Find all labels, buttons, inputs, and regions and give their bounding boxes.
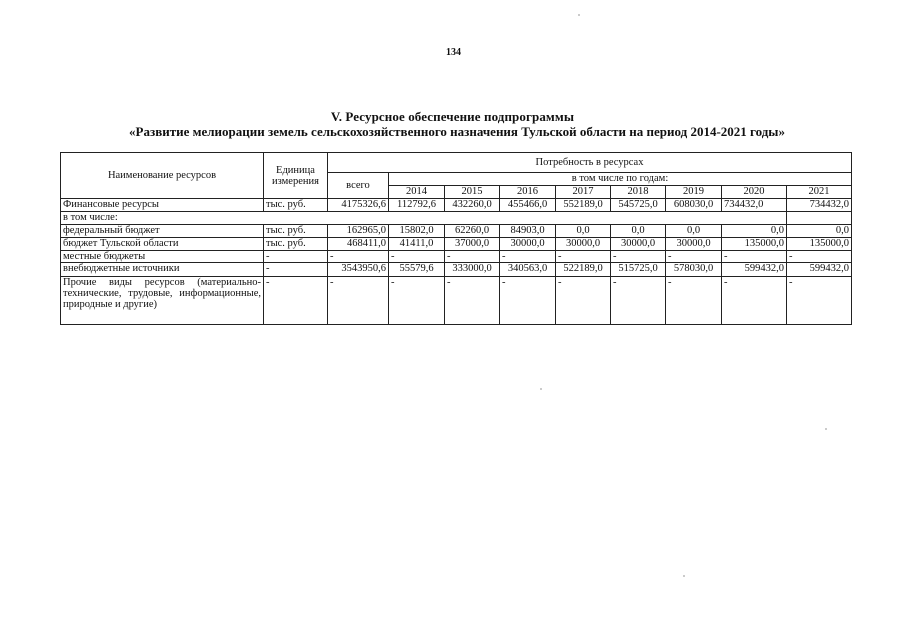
row-value: 522189,0 [556, 263, 611, 277]
year-header: 2018 [611, 186, 666, 199]
table-row [61, 225, 852, 238]
row-value: 41411,0 [389, 238, 445, 251]
row-value: 552189,0 [556, 199, 611, 212]
row-value: - [500, 251, 556, 263]
row-total: 4175326,6 [328, 199, 389, 212]
scan-speck [683, 575, 685, 577]
row-value: 599432,0 [722, 263, 787, 277]
row-value: - [389, 277, 445, 325]
year-header: 2019 [666, 186, 722, 199]
row-value: 37000,0 [445, 238, 500, 251]
row-value: 55579,6 [389, 263, 445, 277]
row-unit: - [264, 263, 328, 277]
row-unit: тыс. руб. [264, 199, 328, 212]
header-total: всего [328, 173, 389, 199]
row-total: 162965,0 [328, 225, 389, 238]
row-value: 0,0 [722, 225, 787, 238]
scan-speck [540, 388, 542, 390]
empty-cell [787, 212, 852, 225]
row-name: местные бюджеты [61, 251, 264, 263]
table-row [61, 199, 852, 212]
row-value: - [445, 277, 500, 325]
row-name: федеральный бюджет [61, 225, 264, 238]
row-unit: тыс. руб. [264, 225, 328, 238]
row-name: внебюджетные источники [61, 263, 264, 277]
row-value: 135000,0 [787, 238, 852, 251]
row-value: 545725,0 [611, 199, 666, 212]
row-value: - [611, 277, 666, 325]
header-name: Наименование ресурсов [61, 153, 264, 199]
row-value: 112792,6 [389, 199, 445, 212]
row-value: 84903,0 [500, 225, 556, 238]
row-unit: - [264, 251, 328, 263]
row-total: - [328, 277, 389, 325]
row-total: 3543950,6 [328, 263, 389, 277]
row-value: 333000,0 [445, 263, 500, 277]
year-header: 2021 [787, 186, 852, 199]
row-value: 135000,0 [722, 238, 787, 251]
resource-table [60, 152, 852, 325]
row-value: 734432,0 [722, 199, 787, 212]
row-value: 734432,0 [787, 199, 852, 212]
row-value: - [611, 251, 666, 263]
row-value: - [722, 277, 787, 325]
year-header: 2014 [389, 186, 445, 199]
table-row [61, 277, 852, 325]
table-row [61, 251, 852, 263]
row-value: 0,0 [611, 225, 666, 238]
row-unit: тыс. руб. [264, 238, 328, 251]
year-header: 2015 [445, 186, 500, 199]
row-value: 0,0 [787, 225, 852, 238]
row-value: 608030,0 [666, 199, 722, 212]
row-total: - [328, 251, 389, 263]
row-value: - [500, 277, 556, 325]
table-row [61, 212, 852, 225]
row-name: бюджет Тульской области [61, 238, 264, 251]
row-value: - [389, 251, 445, 263]
row-value: - [445, 251, 500, 263]
scan-speck [578, 14, 580, 16]
header-unit: Единица измерения [264, 153, 328, 199]
row-value: 340563,0 [500, 263, 556, 277]
header-need: Потребность в ресурсах [328, 153, 852, 173]
row-value: 432260,0 [445, 199, 500, 212]
year-header: 2016 [500, 186, 556, 199]
row-name: Финансовые ресурсы [61, 199, 264, 212]
year-header: 2017 [556, 186, 611, 199]
row-value: - [556, 277, 611, 325]
row-name: в том числе: [61, 212, 787, 225]
row-value: 515725,0 [611, 263, 666, 277]
table-row [61, 238, 852, 251]
row-value: 62260,0 [445, 225, 500, 238]
subprogram-title: «Развитие мелиорации земель сельскохозяйственного назначения Тульской области на период 2014-2021 годы» [129, 124, 785, 139]
row-value: - [556, 251, 611, 263]
row-value: 455466,0 [500, 199, 556, 212]
row-value: 30000,0 [556, 238, 611, 251]
row-value: 599432,0 [787, 263, 852, 277]
row-unit: - [264, 277, 328, 325]
row-value: - [722, 251, 787, 263]
row-value: 15802,0 [389, 225, 445, 238]
row-value: 30000,0 [500, 238, 556, 251]
row-value: - [787, 277, 852, 325]
row-value: - [787, 251, 852, 263]
row-value: 30000,0 [611, 238, 666, 251]
row-value: 30000,0 [666, 238, 722, 251]
row-total: 468411,0 [328, 238, 389, 251]
row-value: - [666, 251, 722, 263]
year-header: 2020 [722, 186, 787, 199]
row-value: 0,0 [666, 225, 722, 238]
section-title: V. Ресурсное обеспечение подпрограммы [330, 109, 575, 124]
scan-speck [825, 428, 827, 430]
header-by-years: в том числе по годам: [389, 173, 852, 186]
table-row [61, 263, 852, 277]
row-value: 0,0 [556, 225, 611, 238]
row-name: Прочие виды ресурсов (материально-технические, трудовые, информационные, природные и другие) [61, 277, 264, 325]
page-number: 134 [446, 47, 461, 58]
row-value: 578030,0 [666, 263, 722, 277]
row-value: - [666, 277, 722, 325]
